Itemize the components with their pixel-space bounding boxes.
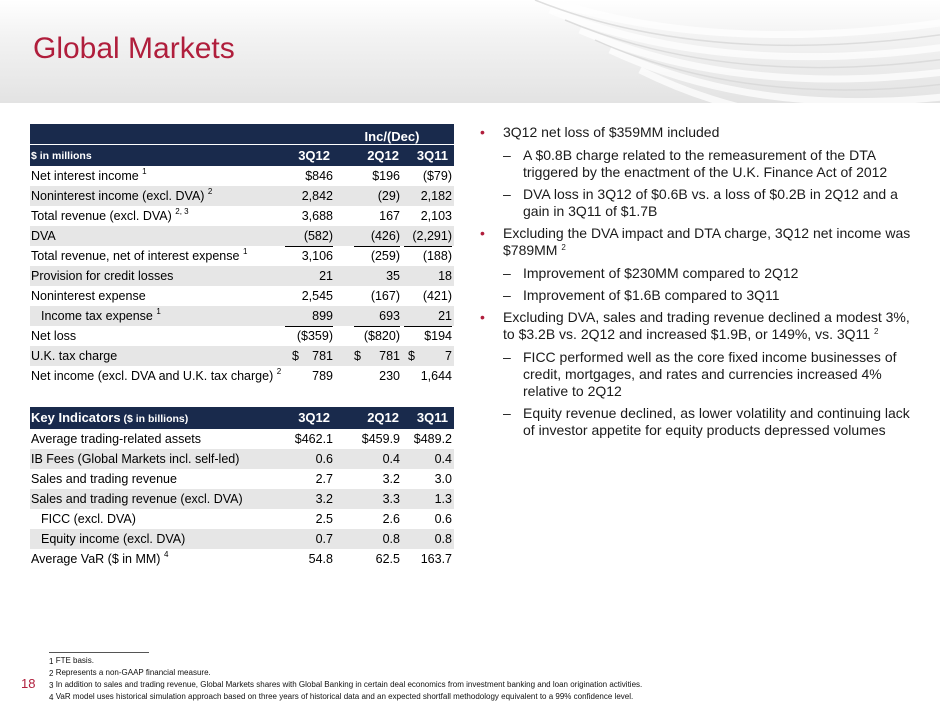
column-header: 2Q12 — [367, 148, 399, 163]
cell-value: 899 — [285, 306, 333, 327]
row-label: Sales and trading revenue (excl. DVA) — [31, 492, 243, 506]
table-row — [30, 186, 454, 206]
cell-value: (167) — [370, 289, 400, 303]
cell-value: 0.8 — [434, 532, 452, 546]
footnote-text: Represents a non-GAAP financial measure. — [55, 668, 211, 677]
footnote-ref: 2 — [561, 243, 566, 252]
cell-value: (188) — [422, 249, 452, 263]
units-label: ($ in billions) — [120, 413, 189, 425]
cell-value: 0.7 — [315, 532, 333, 546]
column-header: 2Q12 — [367, 410, 399, 425]
table-row — [30, 529, 454, 549]
footnote-rule — [49, 652, 149, 653]
table-header-row — [30, 407, 454, 429]
footnote-ref: 1 — [242, 247, 248, 256]
footnote-text: In addition to sales and trading revenue, Global Markets shares with Global Banking in certain deal economics from investment banking and loan origination activities. — [55, 680, 643, 689]
sub-bullet-text: Equity revenue declined, as lower volatility and continuing lack of investor appetite for equity products depressed volumes — [523, 405, 910, 438]
bullet-item — [479, 309, 919, 343]
cell-value: 35 — [386, 269, 400, 283]
dash-icon: – — [503, 287, 511, 303]
sub-bullet-text: FICC performed well as the core fixed income businesses of credit, mortgages, and rates and currencies increased 4% relative to 2Q12 — [523, 349, 897, 399]
cell-value: 0.4 — [382, 452, 400, 466]
row-label: Equity income (excl. DVA) — [41, 532, 186, 546]
cell-value: 3.3 — [382, 492, 400, 506]
footnote-number: 2 — [49, 669, 54, 678]
cell-value: ($359) — [285, 326, 333, 349]
footnote-ref: 2 — [873, 327, 879, 336]
bullet-item — [479, 225, 919, 259]
sub-bullet-item — [479, 147, 919, 181]
row-label: Income tax expense — [41, 309, 153, 323]
financial-table — [30, 124, 454, 386]
cell-value: (421) — [422, 289, 452, 303]
row-label: DVA — [31, 229, 56, 243]
row-label: Net interest income — [31, 169, 139, 183]
cell-value: 163.7 — [420, 552, 452, 566]
cell-value: 0.8 — [382, 532, 400, 546]
bullet-dot-icon: • — [480, 124, 485, 140]
cell-value: 21 — [319, 269, 333, 283]
cell-value: 18 — [438, 269, 452, 283]
table-row — [30, 246, 454, 266]
sub-bullet-item — [479, 405, 919, 439]
table-row — [30, 489, 454, 509]
table-row — [30, 429, 454, 449]
cell-value: $459.9 — [361, 432, 400, 446]
row-label: FICC (excl. DVA) — [41, 512, 136, 526]
cell-value: (2,291) — [404, 226, 452, 247]
footnote-ref: 2 — [276, 367, 282, 376]
table-row — [30, 306, 454, 326]
footnote — [49, 680, 642, 692]
inc-dec-header — [30, 124, 454, 144]
cell-value: 2,545 — [301, 289, 333, 303]
cell-value: 2,182 — [420, 189, 452, 203]
cell-value: 230 — [379, 369, 400, 383]
row-label: Average VaR ($ in MM) — [31, 552, 161, 566]
row-label: Provision for credit losses — [31, 269, 174, 283]
cell-value: ($820) — [354, 326, 400, 349]
cell-value: 781 — [379, 349, 400, 363]
table-header-row — [30, 144, 454, 166]
footnote-ref: 2 — [207, 187, 213, 196]
cell-value: ($79) — [422, 169, 452, 183]
row-label: Noninterest income (excl. DVA) — [31, 189, 205, 203]
cell-value: 3.0 — [434, 472, 452, 486]
cell-value: 3.2 — [382, 472, 400, 486]
cell-value: 789 — [312, 369, 333, 383]
bullet-item — [479, 124, 919, 141]
cell-value: (259) — [370, 249, 400, 263]
cell-value: 0.6 — [434, 512, 452, 526]
table-row — [30, 266, 454, 286]
row-label: Sales and trading revenue — [31, 472, 177, 486]
sub-bullet-item — [479, 265, 919, 282]
row-label: Net income (excl. DVA and U.K. tax charge) — [31, 369, 274, 383]
row-label: Total revenue (excl. DVA) — [31, 209, 172, 223]
column-header: 3Q12 — [298, 148, 330, 163]
footnote-ref: 4 — [163, 550, 169, 559]
dash-icon: – — [503, 265, 511, 281]
cell-value: $196 — [372, 169, 400, 183]
cell-value: $194 — [404, 326, 452, 349]
table-row — [30, 326, 454, 346]
footnote — [49, 692, 642, 704]
cell-value: $462.1 — [294, 432, 333, 446]
cell-value: 21 — [404, 306, 452, 327]
dash-icon: – — [503, 405, 511, 421]
sub-bullet-item — [479, 186, 919, 220]
row-label: IB Fees (Global Markets incl. self-led) — [31, 452, 240, 466]
table-row — [30, 166, 454, 186]
bullet-text: Excluding the DVA impact and DTA charge, 3Q12 net income was $789MM — [503, 225, 911, 258]
cell-value: 2.5 — [315, 512, 333, 526]
column-header: 3Q12 — [298, 410, 330, 425]
key-indicators-label: Key Indicators — [31, 410, 121, 425]
cell-value: 62.5 — [375, 552, 400, 566]
sub-bullet-item — [479, 349, 919, 400]
cell-value: 2.7 — [315, 472, 333, 486]
table-row — [30, 346, 454, 366]
cell-value: 2,103 — [420, 209, 452, 223]
column-header: 3Q11 — [416, 148, 448, 163]
cell-value: 2,842 — [301, 189, 333, 203]
page-number: 18 — [21, 676, 36, 691]
cell-value: 3,688 — [301, 209, 333, 223]
table-row — [30, 226, 454, 246]
cell-value: (426) — [354, 226, 400, 247]
row-label: Net loss — [31, 329, 77, 343]
cell-value: 7 — [445, 349, 452, 363]
table-row — [30, 366, 454, 386]
bullet-dot-icon: • — [480, 309, 485, 325]
row-label: U.K. tax charge — [31, 349, 118, 363]
cell-value: 3,106 — [301, 249, 333, 263]
page-title: Global Markets — [33, 32, 235, 65]
table-row — [30, 509, 454, 529]
cell-value: 0.4 — [434, 452, 452, 466]
row-label: Total revenue, net of interest expense — [31, 249, 240, 263]
bullet-dot-icon: • — [480, 225, 485, 241]
cell-value: 3.2 — [315, 492, 333, 506]
sub-bullet-text: DVA loss in 3Q12 of $0.6B vs. a loss of $0.2B in 2Q12 and a gain in 3Q11 of $1.7B — [523, 186, 898, 219]
footnote-ref: 2, 3 — [175, 207, 189, 216]
cell-value: (582) — [285, 226, 333, 247]
dash-icon: – — [503, 186, 511, 202]
sub-bullet-text: A $0.8B charge related to the remeasurement of the DTA triggered by the enactment of the U.K. Finance Act of 2012 — [523, 147, 888, 180]
table-row — [30, 469, 454, 489]
header-band — [0, 0, 940, 103]
footnote-ref: 1 — [156, 307, 161, 316]
footnote-number: 4 — [49, 693, 54, 702]
footnote — [49, 668, 642, 680]
cell-value: $846 — [305, 169, 333, 183]
footnotes — [49, 656, 642, 704]
row-label: Noninterest expense — [31, 289, 146, 303]
cell-value: 167 — [379, 209, 400, 223]
footnote-text: VaR model uses historical simulation approach based on three years of historical data and an expected shortfall methodology equivalent to a 99% confidence level. — [55, 692, 634, 701]
flag-logo-icon — [320, 0, 940, 103]
key-indicators-table — [30, 407, 454, 569]
cell-value: (29) — [377, 189, 400, 203]
dollar-sign: $ — [408, 349, 415, 363]
column-header: 3Q11 — [416, 410, 448, 425]
dollar-sign: $ — [354, 349, 361, 363]
cell-value: 54.8 — [308, 552, 333, 566]
cell-value: 781 — [312, 349, 333, 363]
cell-value: 1.3 — [434, 492, 452, 506]
bullet-text: Excluding DVA, sales and trading revenue declined a modest 3%, to $3.2B vs. 2Q12 and increased $1.9B, or 149%, vs. 3Q11 — [503, 309, 910, 342]
sub-bullet-text: Improvement of $230MM compared to 2Q12 — [523, 265, 799, 281]
cell-value: $489.2 — [413, 432, 452, 446]
units-label: $ in millions — [31, 150, 92, 162]
cell-value: 1,644 — [420, 369, 452, 383]
footnote-text: FTE basis. — [55, 656, 94, 665]
table-row — [30, 206, 454, 226]
cell-value: 0.6 — [315, 452, 333, 466]
footnote-number: 1 — [49, 657, 54, 666]
cell-value: 2.6 — [382, 512, 400, 526]
inc-dec-label: Inc/(Dec) — [364, 129, 420, 144]
sub-bullet-item — [479, 287, 919, 304]
dash-icon: – — [503, 349, 511, 365]
footnote-number: 3 — [49, 681, 54, 690]
commentary-bullets — [479, 124, 919, 444]
cell-value: 693 — [354, 306, 400, 327]
footnote-ref: 1 — [142, 167, 147, 176]
table-row — [30, 549, 454, 569]
dollar-sign: $ — [292, 349, 299, 363]
bullet-text: 3Q12 net loss of $359MM included — [503, 124, 720, 140]
table-row — [30, 449, 454, 469]
row-label: Average trading-related assets — [31, 432, 202, 446]
footnote — [49, 656, 642, 668]
dash-icon: – — [503, 147, 511, 163]
table-row — [30, 286, 454, 306]
sub-bullet-text: Improvement of $1.6B compared to 3Q11 — [523, 287, 780, 303]
